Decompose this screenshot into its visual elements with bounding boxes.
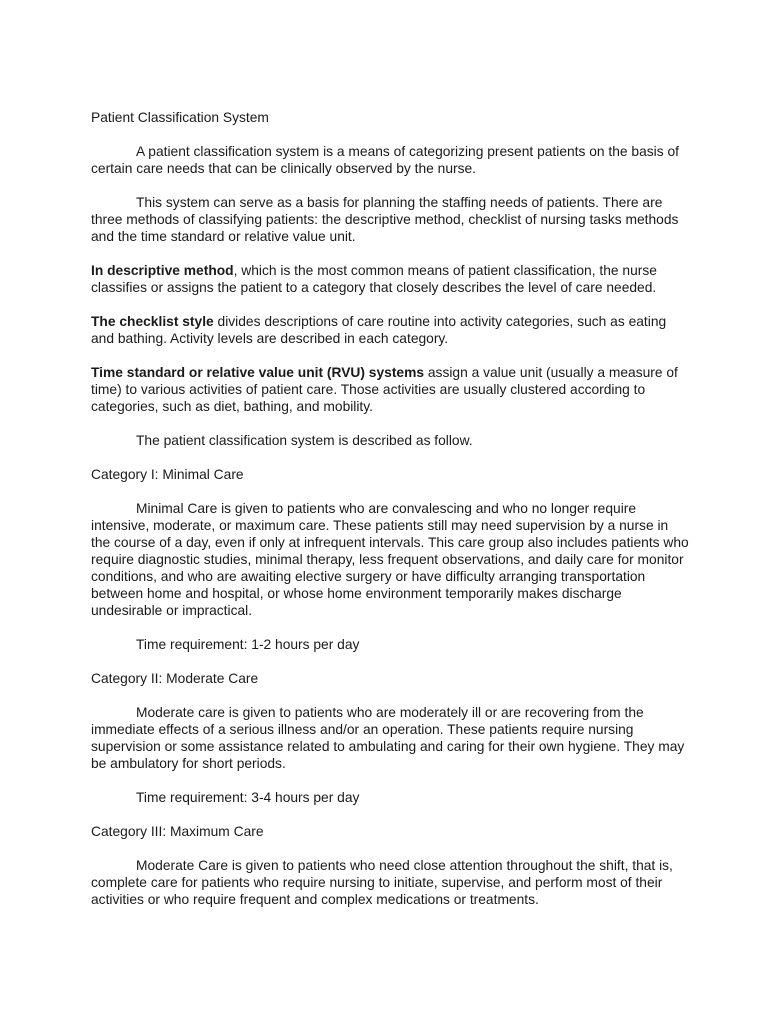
- category-3-description: Moderate Care is given to patients who need close attention throughout the shift, that is, complete care for patients who require nursing to initiate, supervise, and perform most of their activities or who require frequent and complex medications or treatments.: [91, 858, 673, 907]
- document-title: Patient Classification System: [91, 110, 269, 125]
- category-3-heading: Category III: Maximum Care: [91, 824, 264, 839]
- rvu-text: assign a value unit (usually a measure of time) to various activities of patient care. Those activities are usually clustered according to categories, such as diet, bathing, and mobility.: [91, 365, 678, 414]
- category-2-time-requirement: Time requirement: 3-4 hours per day: [136, 790, 360, 805]
- intro-paragraph-2: This system can serve as a basis for planning the staffing needs of patients. There are three methods of classifying patients: the descriptive method, checklist of nursing tasks methods and the time standard or relative value unit.: [91, 195, 679, 244]
- rvu-label: Time standard or relative value unit (RVU) systems: [91, 365, 425, 380]
- category-1-time-requirement: Time requirement: 1-2 hours per day: [136, 637, 360, 652]
- checklist-style-text: divides descriptions of care routine into activity categories, such as eating and bathing. Activity levels are described in each category.: [91, 314, 667, 346]
- described-as-paragraph: The patient classification system is described as follow.: [136, 433, 473, 448]
- descriptive-method-label: In descriptive method: [91, 263, 234, 278]
- document-page: [91, 109, 691, 925]
- category-1-description: Minimal Care is given to patients who are convalescing and who no longer require intensive, moderate, or maximum care. These patients still may need supervision by a nurse in the course of a day, even if only at infrequent intervals. This care group also includes patients who require diagnostic studies, minimal therapy, less frequent observations, and daily care for monitor conditions, and who are awaiting elective surgery or have difficulty arranging transportation between home and hospital, or whose home environment temporarily makes discharge undesirable or impractical.: [91, 501, 689, 618]
- category-1-heading: Category I: Minimal Care: [91, 467, 244, 482]
- category-2-heading: Category II: Moderate Care: [91, 671, 259, 686]
- descriptive-method-paragraph: [91, 262, 691, 296]
- rvu-paragraph: [91, 364, 691, 415]
- intro-paragraph-1: A patient classification system is a means of categorizing present patients on the basis of certain care needs that can be clinically observed by the nurse.: [91, 144, 679, 176]
- category-2-description: Moderate care is given to patients who are moderately ill or are recovering from the immediate effects of a serious illness and/or an operation. These patients require nursing supervision or some assistance related to ambulating and caring for their own hygiene. They may be ambulatory for short periods.: [91, 705, 685, 771]
- descriptive-method-text: , which is the most common means of patient classification, the nurse classifies or assigns the patient to a category that closely describes the level of care needed.: [91, 263, 657, 295]
- checklist-style-paragraph: [91, 313, 691, 347]
- checklist-style-label: The checklist style: [91, 314, 214, 329]
